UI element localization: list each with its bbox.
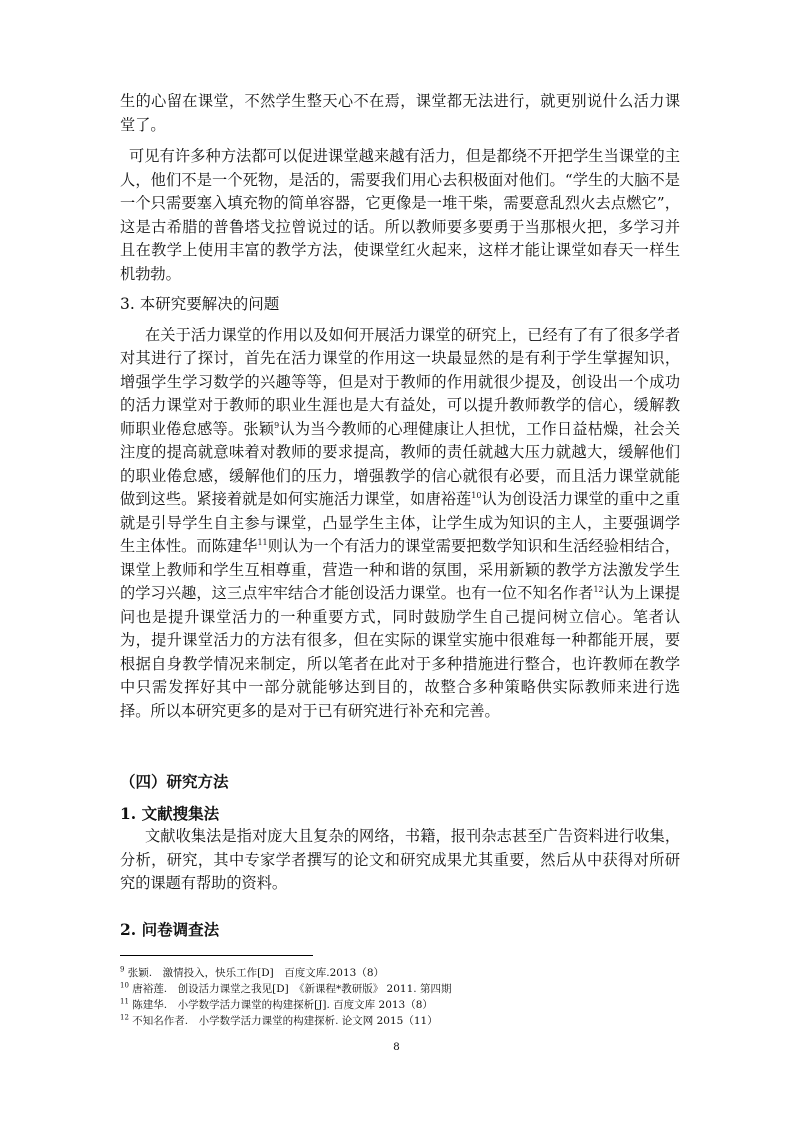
page-number: 8 xyxy=(393,1041,400,1053)
text-segment: 则认为一个有活力的课堂需要把数学知识和生活经验相结合，课堂上教师和学生互相尊重，营造一种和谐的氛围，采用新颖的教学方法激发学生的学习兴趣，这三点牢牢结合才能创设活力课堂。也有一位不知名作者 xyxy=(120,537,680,602)
footnote-ref-9[interactable]: 9 xyxy=(274,420,280,430)
footnote-separator xyxy=(120,955,313,956)
footnote-12 xyxy=(120,1013,680,1029)
paragraph-literature-method: 文献收集法是指对庞大且复杂的网络，书籍，报刊杂志甚至广告资料进行收集，分析，研究，其中专家学者撰写的论文和研究成果尤其重要，然后从中获得对所研究的课题有帮助的资料。 xyxy=(120,827,680,892)
text-segment: 在关于活力课堂的作用以及如何开展活力课堂的研究上，已经有了有了很多学者对其进行了探讨，首先在活力课堂的作用这一块最显然的是有利于学生掌握知识，增强学生学习数学的兴趣等等，但是对于教师的作用就很少提及，创设出一个成功的活力课堂对于教师的职业生涯也是大有益处，可以提升教师教学的信心，缓解教师职业倦怠感等。张颖 xyxy=(120,325,680,438)
footnote-9 xyxy=(120,965,680,981)
footnote-number: 11 xyxy=(120,997,129,1006)
footnote-10 xyxy=(120,981,680,997)
footnote-number: 12 xyxy=(120,1013,129,1022)
footnote-ref-12[interactable]: 12 xyxy=(593,584,604,594)
paragraph-continuation: 生的心留在课堂，不然学生整天心不在焉，课堂都无法进行，就更别说什么活力课堂了。 xyxy=(120,92,680,134)
paragraph-literature-review xyxy=(120,324,680,724)
footnote-11 xyxy=(120,997,680,1013)
document-body xyxy=(120,90,680,941)
footnote-ref-10[interactable]: 10 xyxy=(471,490,482,500)
footnote-text: 唐裕莲. 创设活力课堂之我见[D] 《新课程*教研版》 2011. 第四期 xyxy=(128,983,452,995)
footnote-text: 陈建华. 小学数学活力课堂的构建探析[J]. 百度文库 2013（8） xyxy=(128,999,433,1011)
footnote-text: 张颖. 激情投入，快乐工作[D] 百度文库.2013（8） xyxy=(124,967,384,979)
footnote-number: 9 xyxy=(120,965,125,974)
heading-questionnaire-method: 2. 问卷调查法 xyxy=(120,919,220,939)
text-segment: 认为创设活力课堂的重中之重就是引导学生自主参与课堂，凸显学生主体，让学生成为知识的主人，主要强调学生主体性。而陈建华 xyxy=(120,490,681,555)
heading-research-problem: 3. 本研究要解决的问题 xyxy=(120,295,280,313)
footnote-number: 10 xyxy=(120,981,129,990)
text-segment: 认为当今教师的心理健康让人担忧，工作日益枯燥，社会关注度的提高就意味着对教师的要求提高，教师的责任就越大压力就越大，缓解他们的职业倦怠感，缓解他们的压力，增强教学的信心就很有必要，而且活力课堂就能做到这些。紧接着就是如何实施活力课堂，如唐裕莲 xyxy=(120,419,680,508)
footnotes xyxy=(120,955,680,1029)
paragraph-vitality-methods: 可见有许多种方法都可以促进课堂越来越有活力，但是都绕不开把学生当课堂的主人，他们不是一个死物，是活的，需要我们用心去积极面对他们。“学生的大脑不是一个只需要塞入填充物的简单容器，它更像是一堆干柴，需要意乱烈火去点燃它”，这是古希腊的普鲁塔戈拉曾说过的话。所以教师要多要勇于当那根火把，多学习并且在教学上使用丰富的教学方法，使课堂红火起来，这样才能让课堂如春天一样生机勃勃。 xyxy=(120,147,680,283)
heading-literature-method: 1. 文献搜集法 xyxy=(120,803,220,823)
text-segment: 认为上课提问也是提升课堂活力的一种重要方式，同时鼓励学生自己提问树立信心。笔者认为，提升课堂活力的方法有很多，但在实际的课堂实施中很难每一种都能开展，要根据自身教学情况来制定，所以笔者在此对于多种措施进行整合，也许教师在教学中只需发挥好其中一部分就能够达到目的，故整合多种策略供实际教师来进行选择。所以本研究更多的是对于已有研究进行补充和完善。 xyxy=(120,584,681,720)
footnote-ref-11[interactable]: 11 xyxy=(257,537,268,547)
section-heading-methods: （四）研究方法 xyxy=(120,772,229,791)
footnote-text: 不知名作者. 小学数学活力课堂的构建探析. 论文网 2015（11） xyxy=(128,1015,438,1027)
